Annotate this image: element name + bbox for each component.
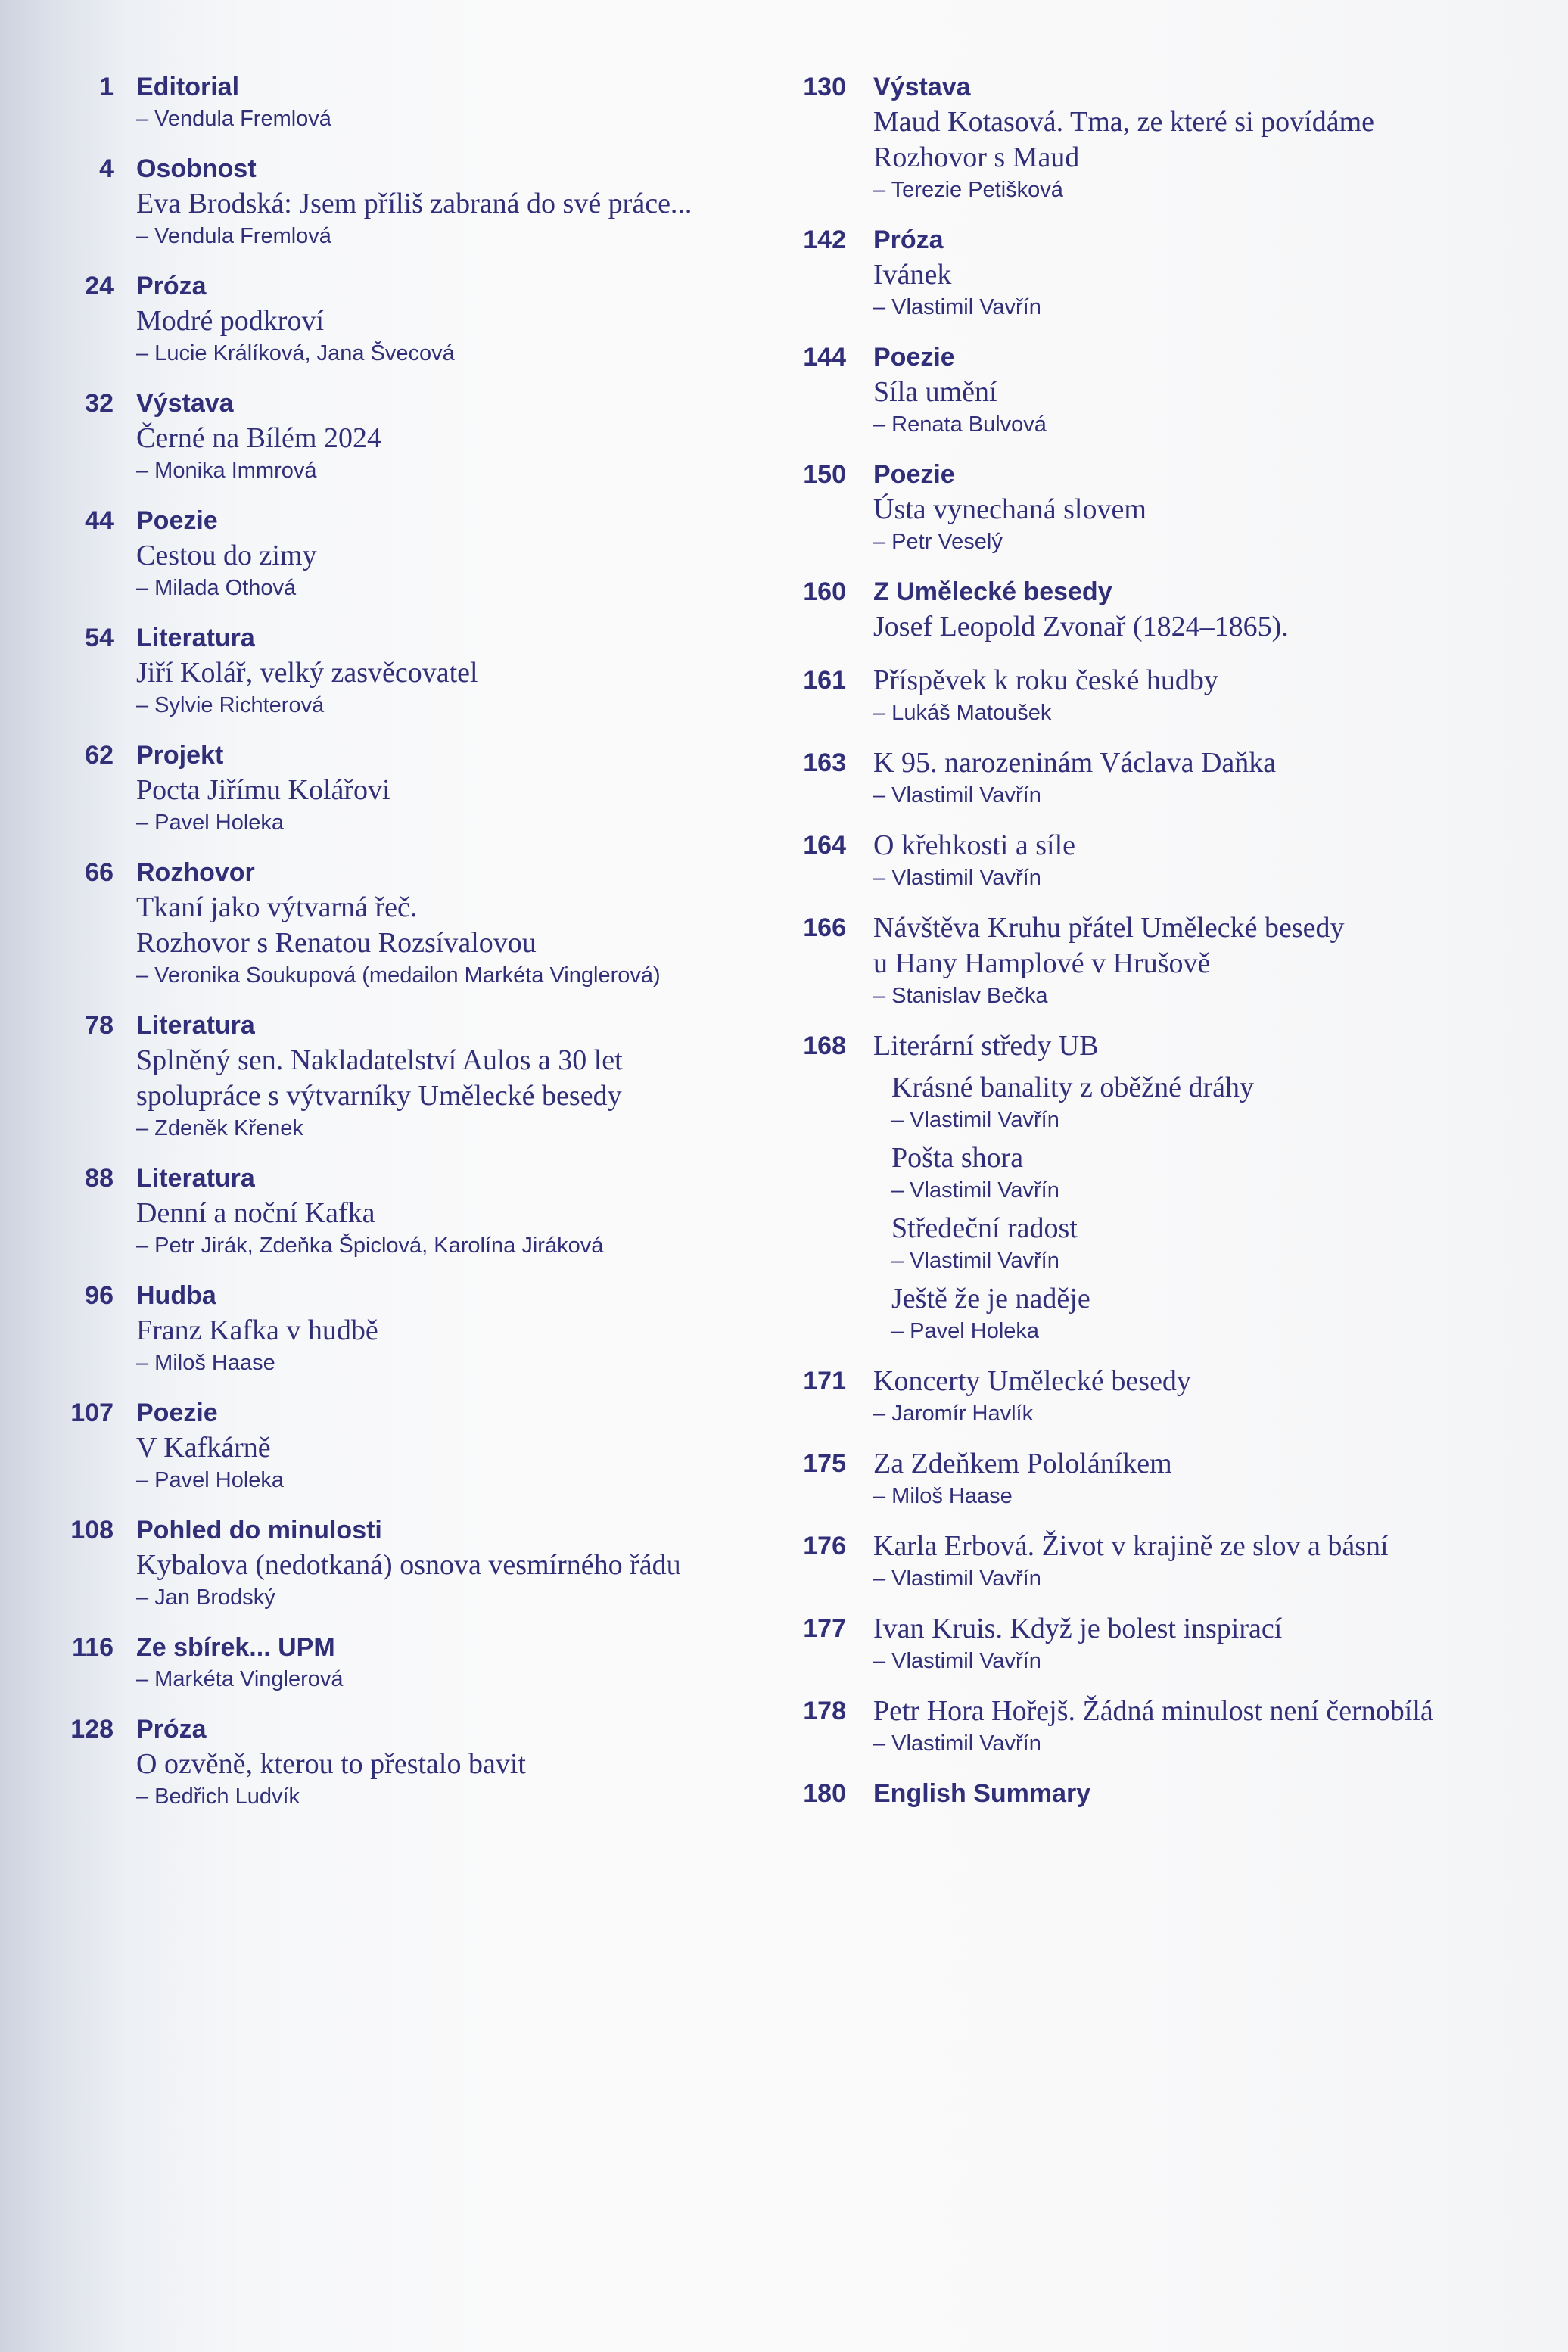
page-number: 54 [85,624,114,652]
article-title: Karla Erbová. Život v krajině ze slov a básní [873,1530,1389,1562]
toc-entry [764,70,1551,204]
toc-entry [0,855,764,990]
article-author: – Vlastimil Vavřín [873,783,1041,807]
article-title: K 95. narozeninám Václava Daňka [873,747,1277,779]
article-title: Koncerty Umělecké besedy [873,1365,1191,1397]
entry-body [136,1278,764,1377]
article-author: – Pavel Holeka [136,1468,285,1492]
article-author: – Vlastimil Vavřín [873,1731,1041,1756]
page-number: 66 [85,858,114,887]
toc-entry [764,1364,1551,1428]
article-author: – Monika Immrová [136,459,317,483]
section-heading: Výstava [136,389,234,418]
entry-body [136,621,764,720]
toc-entry [0,621,764,720]
article-author: – Petr Jirák, Zdeňka Špiclová, Karolína Jiráková [136,1234,604,1258]
entry-body [136,70,764,133]
page-number: 128 [70,1715,114,1744]
page-number: 168 [803,1031,846,1060]
section-heading: Výstava [873,73,971,101]
entry-body [136,151,764,250]
article-title: O křehkosti a síle [873,829,1076,861]
section-heading: Ze sbírek... UPM [136,1633,335,1662]
section-heading: Z Umělecké besedy [873,577,1112,606]
page-number: 62 [85,741,114,770]
page-number: 178 [803,1697,846,1725]
section-heading: Poezie [873,460,955,489]
page-number: 108 [70,1516,114,1545]
entry-body [873,1776,1551,1811]
article-title: Franz Kafka v hudbě [136,1314,378,1346]
page-number: 78 [85,1011,114,1040]
toc-entry [0,386,764,485]
article-title: Ivan Kruis. Když je bolest inspirací [873,1613,1283,1644]
section-heading: Poezie [136,506,218,535]
article-title: Rozhovor s Renatou Rozsívalovou [136,927,537,959]
entry-body [873,457,1551,556]
section-heading: Rozhovor [136,858,255,887]
section-heading: Hudba [136,1281,216,1310]
entry-body [873,663,1551,727]
toc-entry [764,910,1551,1010]
page-number: 88 [85,1164,114,1193]
section-heading: Projekt [136,741,224,770]
article-title: Literární středy UB [873,1030,1099,1062]
toc-entry [0,1630,764,1694]
article-title: Kybalova (nedotkaná) osnova vesmírného řádu [136,1549,681,1581]
page-number: 1 [99,73,114,101]
article-author: – Zdeněk Křenek [136,1116,303,1140]
toc-entry [0,738,764,837]
toc-entry [764,574,1551,645]
article-title: Ivánek [873,259,952,291]
toc-left-column [0,70,764,1829]
article-title: Eva Brodská: Jsem příliš zabraná do své práce... [136,188,692,219]
article-author: – Lucie Králíková, Jana Švecová [136,341,455,366]
article-title: Rozhovor s Maud [873,142,1080,173]
entry-body [136,1630,764,1694]
article-author: – Bedřich Ludvík [136,1784,300,1809]
entry-body [873,1446,1551,1510]
article-author: – Sylvie Richterová [136,693,325,717]
entry-body [873,1694,1551,1758]
toc-entry [0,1161,764,1260]
entry-body [136,1008,764,1143]
article-title: Cestou do zimy [136,540,317,571]
toc-entry [0,1395,764,1495]
entry-body [136,855,764,990]
entry-body [136,269,764,368]
entry-body [136,1161,764,1260]
toc-right-column [764,70,1551,1829]
entry-body [136,1513,764,1612]
toc-entry [0,503,764,602]
entry-body [873,222,1551,322]
article-author: – Vlastimil Vavřín [873,295,1041,319]
toc-entry [0,151,764,250]
page-number: 116 [72,1633,114,1662]
entry-body [873,910,1551,1010]
entry-body [873,1364,1551,1428]
article-title: Síla umění [873,376,997,408]
article-author: – Stanislav Bečka [873,984,1048,1008]
article-author: – Vlastimil Vavřín [873,866,1041,890]
article-author: – Milada Othová [136,576,297,600]
section-heading: Próza [136,272,207,300]
page-number: 175 [803,1449,846,1478]
article-author: – Pavel Holeka [891,1319,1040,1343]
section-heading: Osobnost [136,154,257,183]
entry-body [873,1529,1551,1593]
article-author: – Markéta Vinglerová [136,1667,344,1691]
section-heading: Pohled do minulosti [136,1516,382,1545]
entry-body [136,503,764,602]
toc-entry [764,1611,1551,1675]
article-author: – Jaromír Havlík [873,1402,1034,1426]
article-author: – Miloš Haase [136,1351,275,1375]
page-number: 96 [85,1281,114,1310]
article-author: – Veronika Soukupová (medailon Markéta Vinglerová) [136,963,661,988]
article-title: Splněný sen. Nakladatelství Aulos a 30 let [136,1044,623,1076]
toc-entry [0,1513,764,1612]
toc-entry [764,1694,1551,1758]
sub-entry [891,1281,1551,1346]
section-heading: Literatura [136,1164,255,1193]
article-author: – Jan Brodský [136,1585,275,1610]
article-title: spolupráce s výtvarníky Umělecké besedy [136,1080,622,1112]
article-author: – Vlastimil Vavřín [891,1108,1059,1132]
page-number: 171 [803,1367,846,1395]
page-number: 130 [803,73,846,101]
page-number: 44 [85,506,114,535]
page-number: 4 [99,154,114,183]
page-number: 150 [803,460,846,489]
article-title: Petr Hora Hořejš. Žádná minulost není černobílá [873,1695,1433,1727]
page-number: 24 [85,272,114,300]
entry-body [136,1395,764,1495]
article-title: O ozvěně, kterou to přestalo bavit [136,1748,526,1780]
article-title: Černé na Bílém 2024 [136,422,381,454]
article-title: Příspěvek k roku české hudby [873,664,1218,696]
article-title: Modré podkroví [136,305,325,337]
article-title: Pošta shora [891,1142,1024,1174]
page-number: 144 [803,343,846,372]
entry-body [873,340,1551,439]
section-heading: English Summary [873,1779,1091,1808]
page-number: 32 [85,389,114,418]
article-author: – Miloš Haase [873,1484,1013,1508]
toc-entry [0,1008,764,1143]
article-author: – Vlastimil Vavřín [891,1178,1059,1202]
toc-entry [0,1278,764,1377]
section-heading: Literatura [136,624,255,652]
section-heading: Próza [136,1715,207,1744]
article-author: – Pavel Holeka [136,810,285,835]
article-title: Za Zdeňkem Pololáníkem [873,1448,1172,1479]
toc-entry [764,745,1551,810]
article-title: V Kafkárně [136,1432,271,1464]
sub-entry [891,1211,1551,1275]
page-number: 177 [803,1614,846,1643]
page-number: 142 [803,226,846,254]
page-number: 166 [803,913,846,942]
entry-body [136,1712,764,1811]
article-title: Středeční radost [891,1212,1078,1244]
page-number: 161 [803,666,846,695]
toc-entry [764,222,1551,322]
entry-body [136,738,764,837]
page-number: 180 [803,1779,846,1808]
article-title: Krásné banality z oběžné dráhy [891,1072,1255,1103]
page-number: 163 [803,748,846,777]
sub-entry [891,1070,1551,1134]
entry-body [873,1028,1551,1346]
article-title: Návštěva Kruhu přátel Umělecké besedy [873,912,1345,944]
entry-body [873,745,1551,810]
toc-entry [0,269,764,368]
toc-entry [764,663,1551,727]
article-title: Josef Leopold Zvonař (1824–1865). [873,611,1289,642]
entry-body [873,574,1551,645]
toc-entry [764,1529,1551,1593]
toc-entry [764,828,1551,892]
section-heading: Poezie [136,1398,218,1427]
entry-body [873,1611,1551,1675]
article-title: Ústa vynechaná slovem [873,493,1146,525]
article-title: Denní a noční Kafka [136,1197,375,1229]
article-author: – Vendula Fremlová [136,107,331,131]
article-author: – Vlastimil Vavřín [873,1566,1041,1591]
entry-body [873,70,1551,204]
entry-body [136,386,764,485]
page-number: 176 [803,1532,846,1560]
toc-entry [0,70,764,133]
toc-entry [764,1446,1551,1510]
article-title: Jiří Kolář, velký zasvěcovatel [136,657,478,689]
article-author: – Lukáš Matoušek [873,701,1052,725]
section-heading: Literatura [136,1011,255,1040]
article-author: – Terezie Petišková [873,178,1063,202]
article-title: Tkaní jako výtvarná řeč. [136,891,418,923]
article-title: u Hany Hamplové v Hrušově [873,947,1211,979]
page-number: 164 [803,831,846,860]
article-author: – Petr Veselý [873,530,1003,554]
sub-entry [891,1140,1551,1205]
toc-entry [764,1776,1551,1811]
section-heading: Editorial [136,73,240,101]
page-number: 160 [803,577,846,606]
article-author: – Vlastimil Vavřín [873,1649,1041,1673]
article-title: Maud Kotasová. Tma, ze které si povídáme [873,106,1374,138]
toc-entry [0,1712,764,1811]
toc-entry [764,1028,1551,1346]
entry-body [873,828,1551,892]
page-number: 107 [70,1398,114,1427]
article-author: – Vlastimil Vavřín [891,1249,1059,1273]
section-heading: Poezie [873,343,955,372]
article-title: Pocta Jiřímu Kolářovi [136,774,390,806]
article-author: – Renata Bulvová [873,412,1047,437]
toc-entry [764,457,1551,556]
article-title: Ještě že je naděje [891,1283,1090,1314]
article-author: – Vendula Fremlová [136,224,331,248]
toc-entry [764,340,1551,439]
section-heading: Próza [873,226,944,254]
